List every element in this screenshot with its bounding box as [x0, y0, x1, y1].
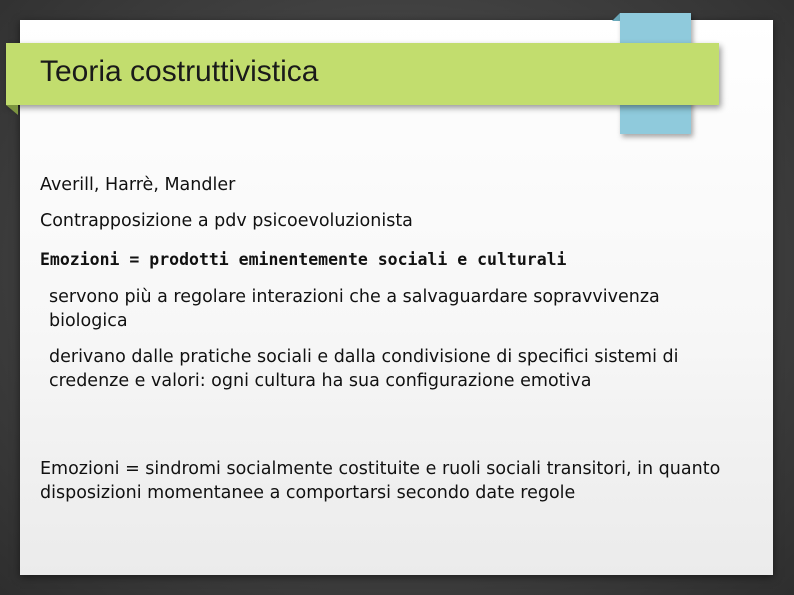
- title-bar-fold: [6, 105, 18, 115]
- paragraph-authors: Averill, Harrè, Mandler: [40, 175, 236, 195]
- slide-title: Teoria costruttivistica: [40, 55, 319, 88]
- paragraph-syndromes: Emozioni = sindromi socialmente costituite e ruoli sociali transitori, in quanto disposizioni momentanee a comportarsi secondo date regole: [40, 459, 721, 503]
- paragraph-social-practices: derivano dalle pratiche sociali e dalla condivisione di specifici sistemi di credenze e valori: ogni cultura ha sua configurazione emotiva: [49, 347, 679, 391]
- paragraph-contrast: Contrapposizione a pdv psicoevoluzionista: [40, 211, 413, 231]
- paragraph-emotions-definition: Emozioni = prodotti eminentemente sociali e culturali: [40, 250, 567, 269]
- accent-tab-fold: [612, 13, 620, 21]
- paragraph-regulation: servono più a regolare interazioni che a salvaguardare sopravvivenza biologica: [49, 287, 660, 331]
